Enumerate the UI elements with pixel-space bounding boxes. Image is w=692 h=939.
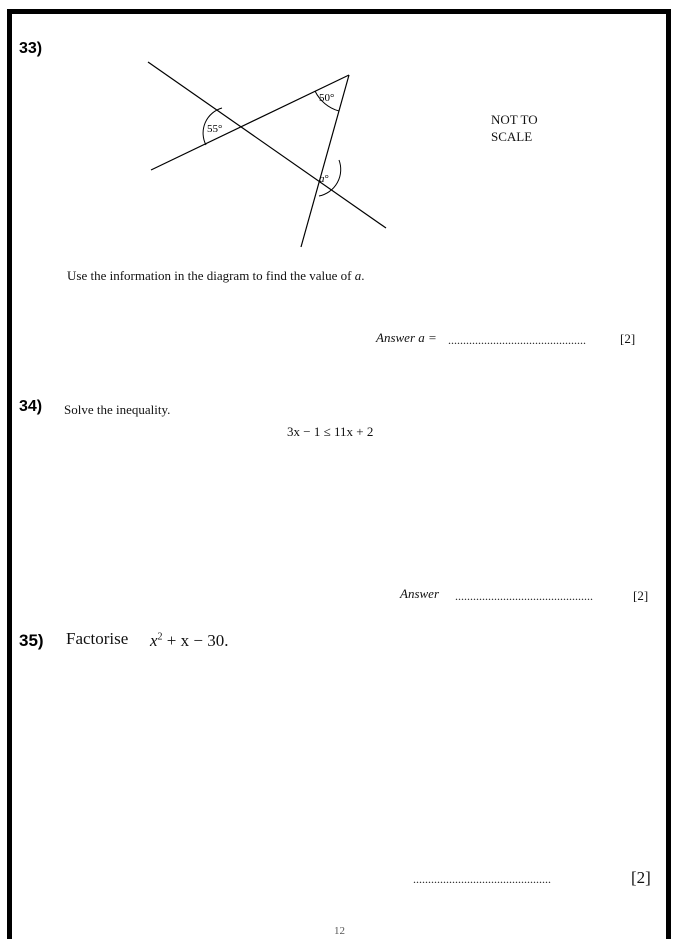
question-33-number: 33) — [19, 40, 43, 57]
question-35-expression: $x^2 + x - 30$. — [150, 631, 229, 650]
angle-label-50: 50° — [319, 92, 335, 104]
question-35-marks: [2] — [631, 868, 651, 887]
diagram-line-1 — [148, 62, 386, 228]
question-34-prompt: Solve the inequality. — [64, 402, 171, 417]
question-33-answer-label: Answer a = — [376, 330, 437, 345]
angle-label-55: 55° — [207, 123, 223, 135]
question-35-prompt: Factorise — [66, 629, 129, 648]
question-34-answer-label: Answer — [400, 586, 439, 601]
question-35-answer-line[interactable]: .............................................. — [413, 872, 551, 886]
question-34-expression: 3x − 1 ≤ 11x + 2 — [287, 424, 374, 439]
question-33-prompt: Use the information in the diagram to find the value of a. — [67, 268, 365, 283]
question-34-marks: [2] — [633, 588, 649, 603]
page-number: 12 — [334, 925, 345, 937]
question-33-marks: [2] — [620, 331, 636, 346]
question-34-answer-line[interactable]: .............................................. — [455, 589, 593, 603]
not-to-scale-line-2: SCALE — [491, 129, 533, 144]
question-34-number: 34) — [19, 398, 43, 415]
angle-label-a: a° — [319, 173, 329, 185]
question-35-number: 35) — [19, 631, 44, 650]
angle-diagram — [140, 55, 400, 255]
question-33-answer-line[interactable]: .............................................. — [448, 333, 586, 347]
not-to-scale-line-1: NOT TO — [491, 112, 538, 127]
diagram-line-2 — [151, 75, 349, 170]
